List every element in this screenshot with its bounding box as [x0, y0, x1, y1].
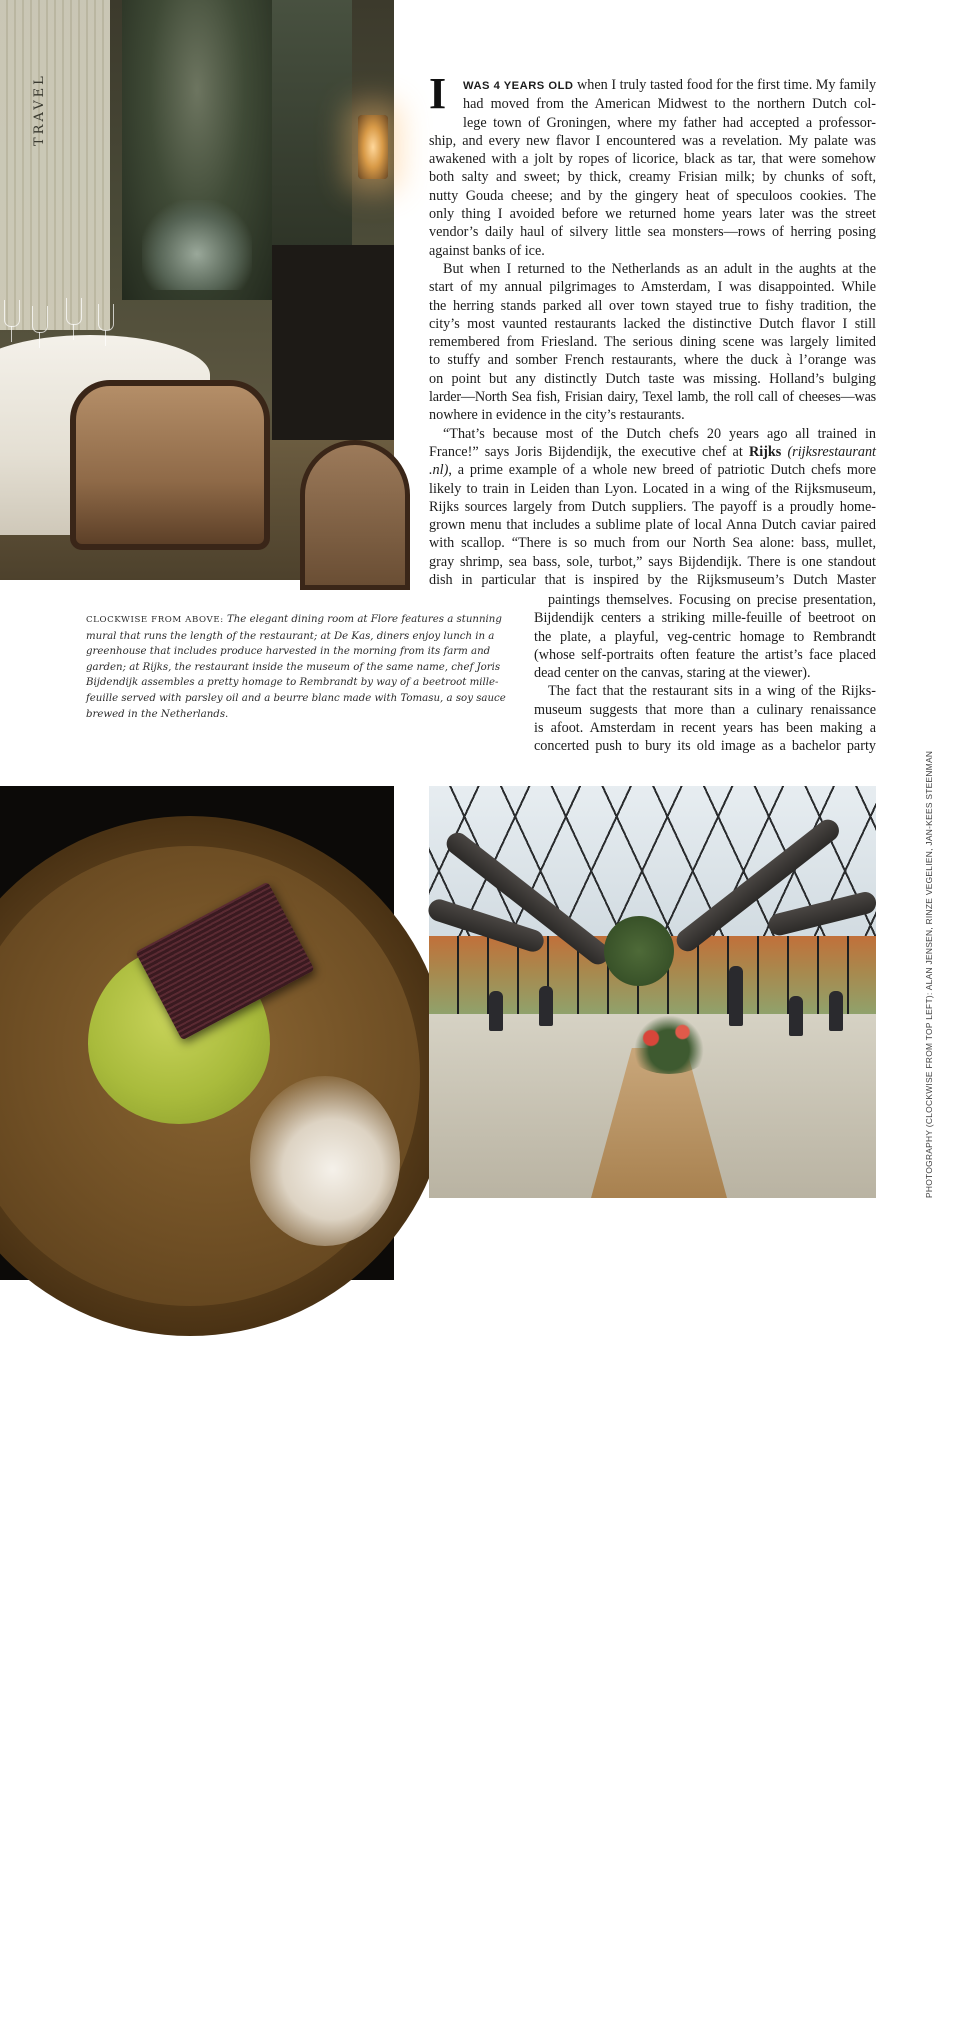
- tree: [604, 916, 674, 986]
- article-line: gray shrimp, sea bass, sole, turbot,” says Bijdendijk. There is one standout: [429, 553, 876, 570]
- article-line: against banks of ice.: [429, 242, 545, 259]
- greenhouse-restaurant-photo: [429, 786, 876, 1198]
- beurre-blanc-foam: [250, 1076, 400, 1246]
- article-line: dead center on the canvas, staring at the viewer).: [534, 665, 811, 682]
- mural-panel: [272, 0, 352, 250]
- folio: [37, 2026, 189, 2037]
- article-line: WAS 4 YEARS OLD when I truly tasted food for the first time. My family: [463, 77, 877, 93]
- magazine-name: FOOD&WINE: [57, 2026, 120, 2037]
- photo-caption: [86, 612, 510, 722]
- section-label: TRAVEL: [32, 73, 47, 146]
- caption-text: The elegant dining room at Flore features a stunning mural that runs the length of the restaurant; at De Kas, diners enjoy lunch in a greenhouse that includes produce harvested in the morning from its farm and garden; at Rijks, the restaurant inside the museum of the same name, chef Joris Bijdendijk assembles a pretty homage to Rembrandt by way of a beetroot mille-feuille served with parsley oil and a beurre blanc made with Tomasu, a soy sauce brewed in the Netherlands.: [86, 614, 506, 720]
- wine-glass: [4, 300, 20, 327]
- issue-date: JUNE 2022: [128, 2026, 181, 2037]
- wall-lamp: [358, 115, 388, 179]
- restaurant-name: Rijks: [748, 443, 782, 460]
- article-line: The fact that the restaurant sits in a wing of the Rijks-: [548, 683, 876, 700]
- window-curtain: [0, 0, 110, 330]
- article-line: with scallop. “There is so much from our North Sea alone: bass, mullet,: [429, 535, 876, 552]
- article-line: ship, and every new flavor I encountered was a revelation. My palate was: [429, 132, 876, 149]
- article-line: is afoot. Amsterdam in recent years has been making a: [534, 720, 876, 737]
- article-line: to stuffy and somber French restaurants, where the duck à l’orange was: [429, 352, 876, 369]
- article-line: the plate, a playful, veg-centric homage to Rembrandt: [534, 628, 876, 645]
- article-line: “That’s because most of the Dutch chefs 20 years ago all trained in: [443, 425, 876, 442]
- article-line: vendor’s daily haul of silvery little sea monsters—rows of herring posing: [429, 224, 876, 241]
- article-line: France!” says Joris Bijdendijk, the executive chef at Rijks (rijksrestaurant: [429, 443, 876, 460]
- diner: [829, 991, 843, 1031]
- landscape-mural: [122, 0, 272, 300]
- caption-lead: CLOCKWISE FROM ABOVE:: [86, 615, 224, 625]
- article-line: grown menu that includes a sublime plate of local Anna Dutch caviar paired: [429, 517, 876, 534]
- article-line: nowhere in evidence in the city’s restaurants.: [429, 407, 685, 424]
- dining-room-photo: [0, 0, 394, 580]
- diner: [489, 991, 503, 1031]
- article-line: larder—North Sea fish, Frisian dairy, Texel lamb, the roll call of cheeses—was: [429, 389, 876, 406]
- article-line: But when I returned to the Netherlands as an adult in the aughts at the: [443, 260, 876, 277]
- armchair: [300, 440, 410, 590]
- article-line: awakened with a jolt by ropes of licorice, black as tar, that were somehow: [429, 151, 876, 168]
- article-body-continued: [534, 591, 876, 756]
- article-line: only thing I avoided before we returned home years later was the street: [429, 206, 876, 223]
- beetroot-dish-photo: [0, 786, 394, 2037]
- armchair: [70, 380, 270, 550]
- article-line: nutty Gouda cheese; and by the gingery heat of speculoos cookies. The: [429, 187, 876, 204]
- article-line: Rijks sources largely from Dutch suppliers. The payoff is a proudly home-: [429, 498, 876, 515]
- flower-vase: [624, 1014, 714, 1074]
- diner: [729, 966, 743, 1026]
- article-line: remembered from Friesland. The serious dining scene was largely limited: [429, 334, 876, 351]
- wine-glass: [98, 304, 114, 331]
- article-body-main: [429, 69, 877, 589]
- article-line: both salty and sweet; by thick, creamy Frisian milk; by chunks of soft,: [429, 169, 876, 186]
- article-line: museum suggests that more than a culinary renaissance: [534, 701, 876, 718]
- photo-credit: PHOTOGRAPHY (CLOCKWISE FROM TOP LEFT): ALAN JENSEN, RINZE VEGELIEN, JAN-KEES STEENMAN: [924, 750, 934, 1198]
- lead-in: WAS 4 YEARS OLD: [463, 80, 574, 92]
- article-line: concerted push to bury its old image as a bachelor party: [534, 738, 876, 755]
- article-line: paintings themselves. Focusing on precise presentation,: [548, 592, 876, 608]
- diner: [539, 986, 553, 1026]
- article-line: start of my annual pilgrimages to Amsterdam, I was disappointed. While: [429, 279, 876, 296]
- article-line: dish in particular that is inspired by the Rijksmuseum’s Dutch Master: [429, 572, 876, 589]
- article-line: city’s most vaunted restaurants lacked the distinctive Dutch flavor I still: [429, 315, 876, 332]
- article-line: (whose self-portraits often feature the artist’s face placed: [534, 646, 876, 663]
- drop-cap: I: [429, 69, 447, 118]
- article-line: the herring stands parked all over town stayed true to fishy tradition, the: [429, 297, 876, 314]
- page-number: 70: [37, 2026, 49, 2037]
- wine-glass: [32, 306, 48, 333]
- article-line: on point but any distinctly Dutch taste was missing. Holland’s bulging: [429, 370, 876, 387]
- article-line: likely to train in Leiden than Lyon. Located in a wing of the Rijksmuseum,: [429, 480, 876, 497]
- diner: [789, 996, 803, 1036]
- article-line: Bijdendijk centers a striking mille-feuille of beetroot on: [534, 610, 876, 627]
- wine-glass: [66, 298, 82, 325]
- article-line: lege town of Groningen, where my father had accepted a professor-: [463, 114, 876, 131]
- article-line: .nl), a prime example of a whole new breed of patriotic Dutch chefs more: [429, 462, 876, 479]
- article-line: had moved from the American Midwest to the northern Dutch col-: [463, 96, 876, 113]
